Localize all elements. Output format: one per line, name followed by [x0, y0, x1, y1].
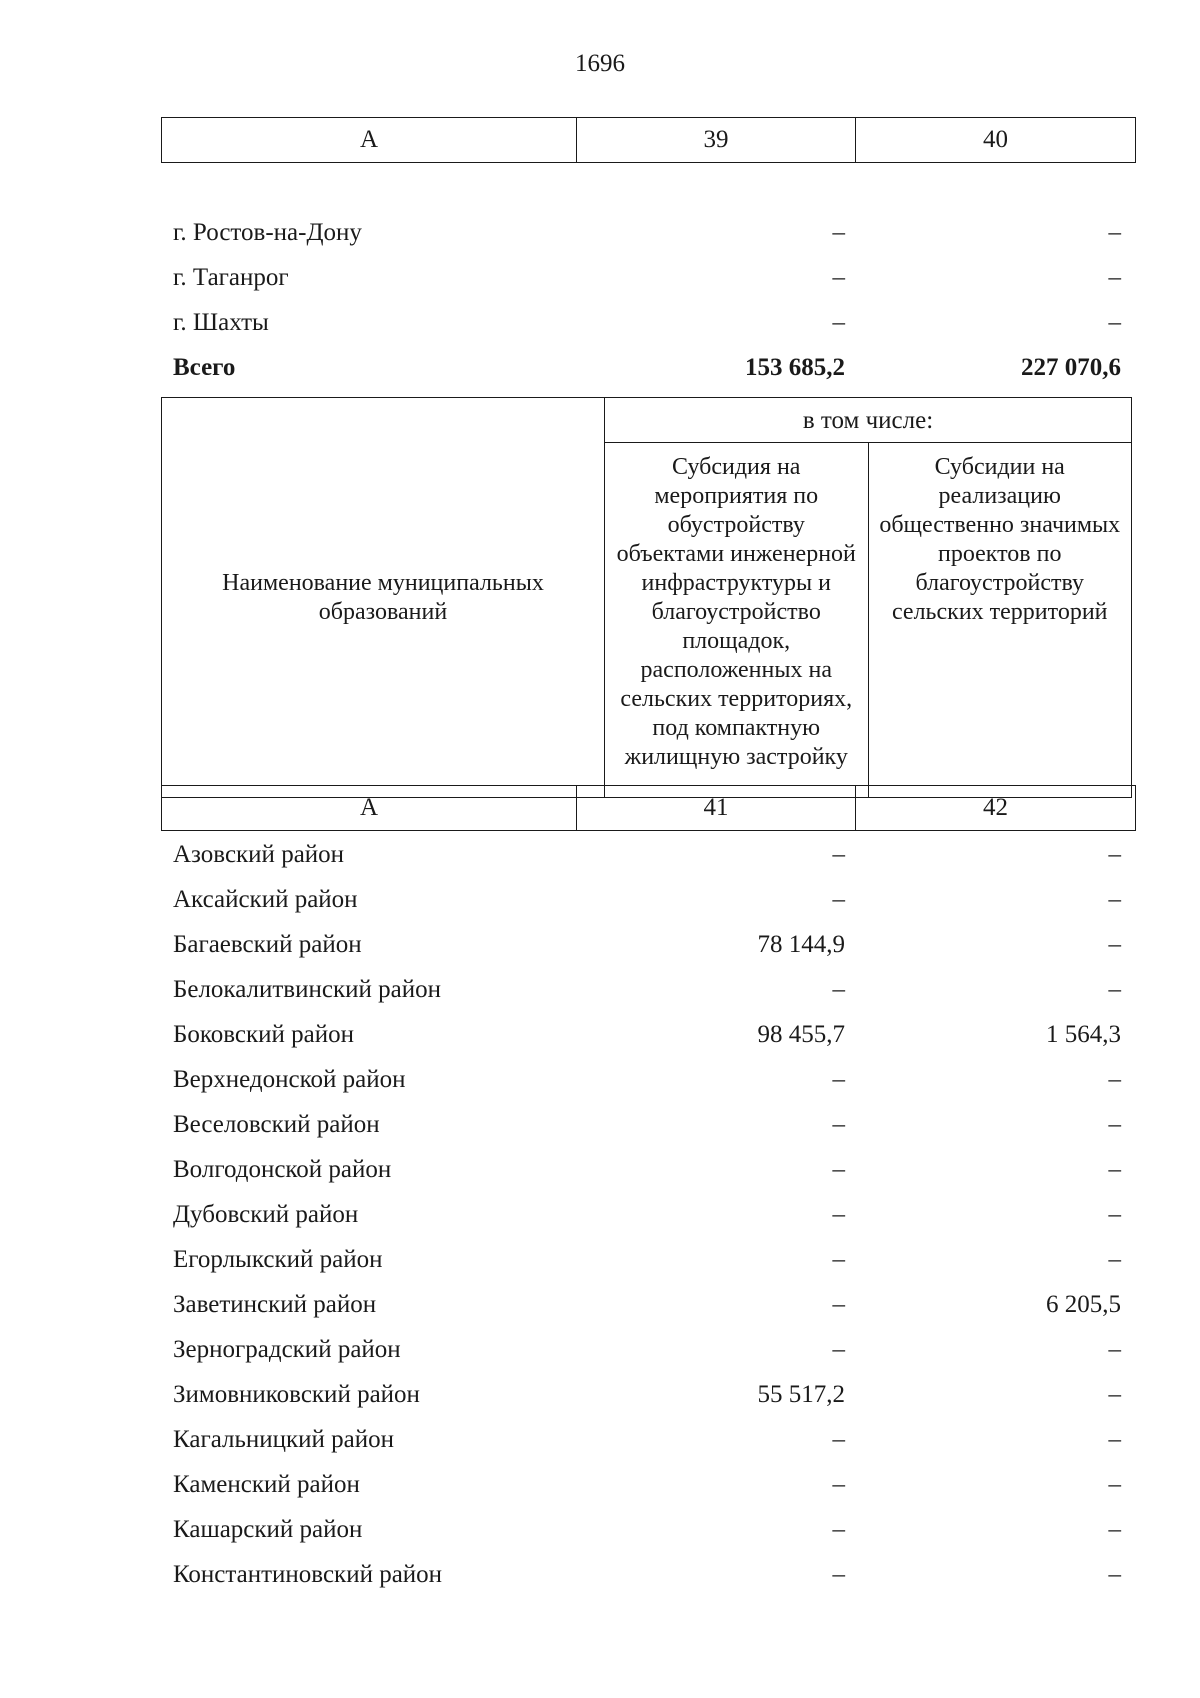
column-42-label: 42 — [856, 786, 1136, 831]
value-col-42: – — [1108, 1200, 1121, 1228]
value-col-42: – — [1108, 1110, 1121, 1138]
municipality-name: Дубовский район — [173, 1200, 359, 1228]
value-col-41: – — [832, 1515, 845, 1543]
value-col-41: – — [832, 1110, 845, 1138]
value-col-42: – — [1108, 1515, 1121, 1543]
municipality-name: Белокалитвинский район — [173, 975, 441, 1003]
value-col-39: – — [832, 263, 845, 291]
municipality-name: Веселовский район — [173, 1110, 380, 1138]
column-41-label: 41 — [577, 786, 856, 831]
total-col-40: 227 070,6 — [1021, 353, 1121, 381]
table-row — [161, 1507, 1132, 1552]
municipality-name: Аксайский район — [173, 885, 358, 913]
municipality-name: Заветинский район — [173, 1290, 377, 1318]
table-row — [161, 1102, 1132, 1147]
value-col-42: – — [1108, 1335, 1121, 1363]
page-number: 1696 — [575, 50, 625, 77]
municipality-name: Каменский район — [173, 1470, 360, 1498]
table-row — [161, 967, 1132, 1012]
value-col-42: – — [1108, 1065, 1121, 1093]
value-col-41: – — [832, 975, 845, 1003]
column-a-label: А — [162, 786, 577, 831]
municipality-name: Боковский район — [173, 1020, 354, 1048]
value-col-42: – — [1108, 930, 1121, 958]
table-row — [161, 832, 1132, 877]
value-col-41: – — [832, 1470, 845, 1498]
table-row — [161, 1462, 1132, 1507]
municipality-rows — [161, 832, 1132, 1597]
column-number-header — [161, 785, 1136, 831]
table-row — [161, 1192, 1132, 1237]
municipality-name: Константиновский район — [173, 1560, 443, 1588]
value-col-41: – — [832, 840, 845, 868]
value-col-42: – — [1108, 1380, 1121, 1408]
value-col-41: 98 455,7 — [757, 1020, 845, 1048]
column-39-label: 39 — [577, 118, 856, 163]
value-col-42: – — [1108, 1245, 1121, 1273]
including-group-header: в том числе: — [605, 398, 1132, 443]
table-row — [161, 1327, 1132, 1372]
table-row — [161, 1237, 1132, 1282]
table-row — [161, 922, 1132, 967]
value-col-42: – — [1108, 885, 1121, 913]
value-col-41: 55 517,2 — [757, 1380, 845, 1408]
total-row — [161, 345, 1132, 390]
table-row — [161, 1147, 1132, 1192]
column-a-label: А — [162, 118, 577, 163]
municipality-name: Кагальницкий район — [173, 1425, 395, 1453]
value-col-42: – — [1108, 1560, 1121, 1588]
table-row — [161, 1057, 1132, 1102]
table-header — [161, 397, 1132, 798]
total-col-39: 153 685,2 — [745, 353, 845, 381]
table-row — [161, 300, 1132, 345]
table-row — [161, 210, 1132, 255]
table-row — [161, 1012, 1132, 1057]
value-col-40: – — [1108, 308, 1121, 336]
table-row — [161, 1417, 1132, 1462]
value-col-41: – — [832, 1065, 845, 1093]
column-number-header — [161, 117, 1136, 163]
municipality-name: Азовский район — [173, 840, 345, 868]
column-41-description: Субсидия на мероприятия по обустройству объектами инженерной инфраструктуры и благоустройство площадок, расположенных на сельских территориях, под компактную жилищную застройку — [605, 443, 869, 798]
value-col-41: – — [832, 1245, 845, 1273]
municipality-name: Волгодонской район — [173, 1155, 392, 1183]
value-col-42: – — [1108, 1425, 1121, 1453]
municipality-name: Зимовниковский район — [173, 1380, 420, 1408]
total-label: Всего — [173, 353, 236, 381]
value-col-41: – — [832, 1425, 845, 1453]
value-col-41: – — [832, 1290, 845, 1318]
value-col-42: – — [1108, 1470, 1121, 1498]
value-col-41: – — [832, 1155, 845, 1183]
value-col-41: – — [832, 1560, 845, 1588]
value-col-42: 6 205,5 — [1046, 1290, 1121, 1318]
value-col-42: 1 564,3 — [1046, 1020, 1121, 1048]
municipality-name: Зерноградский район — [173, 1335, 401, 1363]
table-row — [161, 1372, 1132, 1417]
value-col-39: – — [832, 218, 845, 246]
municipality-name: Егорлыкский район — [173, 1245, 383, 1273]
value-col-40: – — [1108, 263, 1121, 291]
municipality-name: г. Таганрог — [173, 263, 289, 291]
table-row — [161, 255, 1132, 300]
top-rows — [161, 210, 1132, 390]
municipality-name: Багаевский район — [173, 930, 362, 958]
municipality-column-header: Наименование муниципальных образований — [162, 398, 605, 798]
municipality-name: Верхнедонской район — [173, 1065, 406, 1093]
value-col-39: – — [832, 308, 845, 336]
table-row — [161, 1552, 1132, 1597]
value-col-41: – — [832, 1200, 845, 1228]
municipality-name: г. Шахты — [173, 308, 269, 336]
column-42-description: Субсидии на реализацию общественно значимых проектов по благоустройству сельских территорий — [868, 443, 1132, 798]
value-col-42: – — [1108, 840, 1121, 868]
value-col-41: 78 144,9 — [757, 930, 845, 958]
value-col-42: – — [1108, 1155, 1121, 1183]
value-col-42: – — [1108, 975, 1121, 1003]
table-row — [161, 877, 1132, 922]
municipality-name: г. Ростов-на-Дону — [173, 218, 362, 246]
value-col-41: – — [832, 885, 845, 913]
value-col-41: – — [832, 1335, 845, 1363]
column-40-label: 40 — [856, 118, 1136, 163]
municipality-name: Кашарский район — [173, 1515, 363, 1543]
value-col-40: – — [1108, 218, 1121, 246]
table-row — [161, 1282, 1132, 1327]
